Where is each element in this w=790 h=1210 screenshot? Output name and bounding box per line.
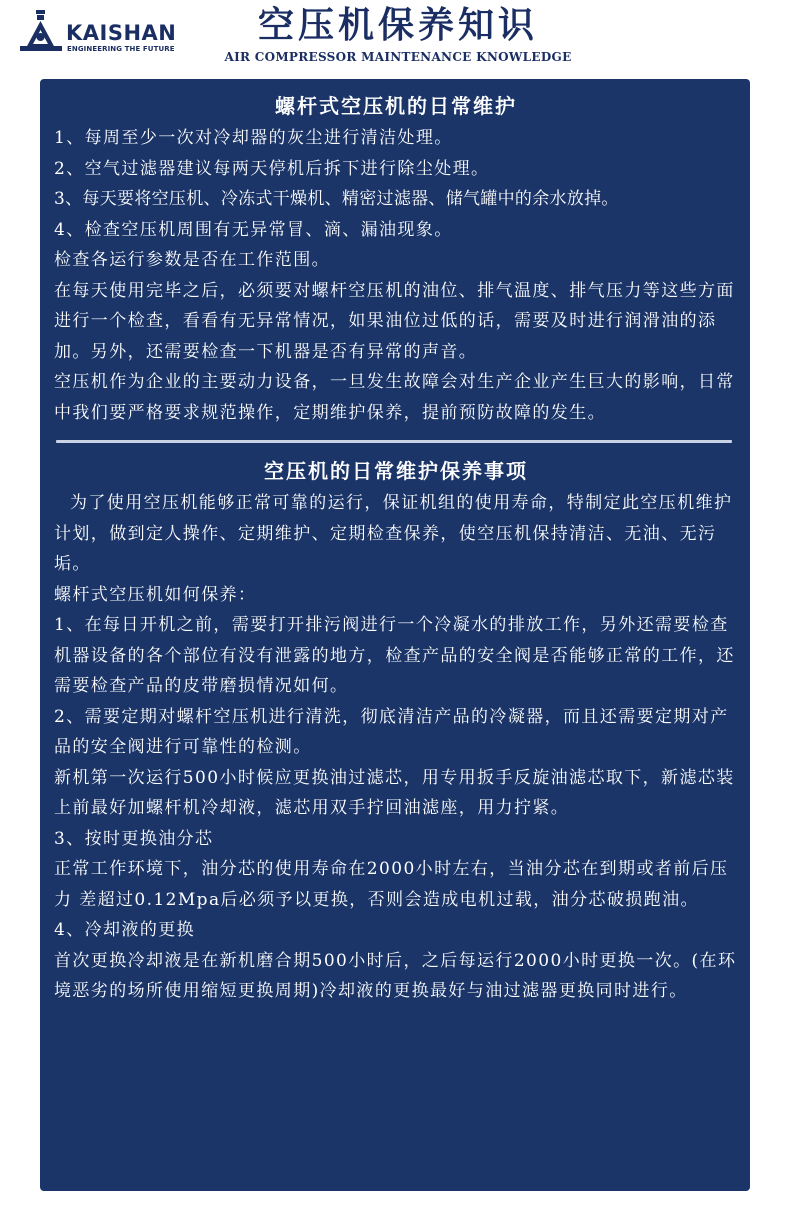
paragraph: 1、在每日开机之前，需要打开排污阀进行一个冷凝水的排放工作，另外还需要检查机器设备的各个部位有没有泄露的地方，检查产品的安全阀是否能够正常的工作，还需要检查产品的皮带磨损情况如何。 [54, 615, 735, 696]
kaishan-logo [18, 8, 178, 56]
paragraph: 新机第一次运行500小时候应更换油过滤芯，用专用扳手反旋油滤芯取下，新滤芯装上前最好加螺杆机冷却液，滤芯用双手拧回油滤座，用力拧紧。 [54, 767, 735, 818]
paragraph: 首次更换冷却液是在新机磨合期500小时后，之后每运行2000小时更换一次。(在环境恶劣的场所使用缩短更换周期)冷却液的更换最好与油过滤器更换同时进行。 [54, 950, 737, 1001]
paragraph: 为了使用空压机能够正常可靠的运行，保证机组的使用寿命，特制定此空压机维护计划，做到定人操作、定期维护、定期检查保养，使空压机保持清洁、无油、无污垢。 [54, 493, 733, 574]
page-title: 空压机保养知识 [257, 5, 538, 46]
section-divider [56, 440, 732, 443]
page-subtitle: AIR COMPRESSOR MAINTENANCE KNOWLEDGE [224, 50, 572, 64]
logo-tagline: ENGINEERING THE FUTURE [67, 45, 175, 53]
content-panel [40, 79, 750, 1191]
paragraph: 4、检查空压机周围有无异常冒、滴、漏油现象。 [54, 219, 453, 240]
section-title-daily-maintenance: 螺杆式空压机的日常维护 [275, 94, 517, 118]
paragraph: 3、按时更换油分芯 [54, 828, 214, 849]
paragraph: 4、冷却液的更换 [54, 920, 196, 940]
paragraph: 3、每天要将空压机、冷冻式干燥机、精密过滤器、储气罐中的余水放掉。 [54, 189, 619, 209]
header [0, 0, 790, 78]
paragraph: 2、需要定期对螺杆空压机进行清洗，彻底清洁产品的冷凝器，而且还需要定期对产品的安全阀进行可靠性的检测。 [54, 706, 729, 757]
paragraph: 螺杆式空压机如何保养： [54, 584, 257, 605]
paragraph: 空压机作为企业的主要动力设备，一旦发生故障会对生产企业产生巨大的影响，日常中我们要严格要求规范操作，定期维护保养，提前预防故障的发生。 [54, 372, 735, 423]
paragraph: 2、空气过滤器建议每两天停机后拆下进行除尘处理。 [54, 158, 490, 179]
logo-name: KAISHAN [66, 21, 177, 45]
logo-mark-icon [18, 8, 64, 54]
paragraph: 检查各运行参数是否在工作范围。 [54, 250, 330, 270]
paragraph: 正常工作环境下，油分芯的使用寿命在2000小时左右，当油分芯在到期或者前后压力 差超过0.12Mpa后必须予以更换，否则会造成电机过载，油分芯破损跑油。 [54, 859, 729, 910]
section-title-maintenance-items: 空压机的日常维护保养事项 [264, 459, 528, 483]
paragraph: 在每天使用完毕之后，必须要对螺杆空压机的油位、排气温度、排气压力等这些方面进行一个检查，看看有无异常情况，如果油位过低的话，需要及时进行润滑油的添加。另外，还需要检查一下机器是否有异常的声音。 [54, 280, 735, 362]
paragraph: 1、每周至少一次对冷却器的灰尘进行清洁处理。 [54, 128, 453, 148]
content-body [54, 87, 738, 1007]
